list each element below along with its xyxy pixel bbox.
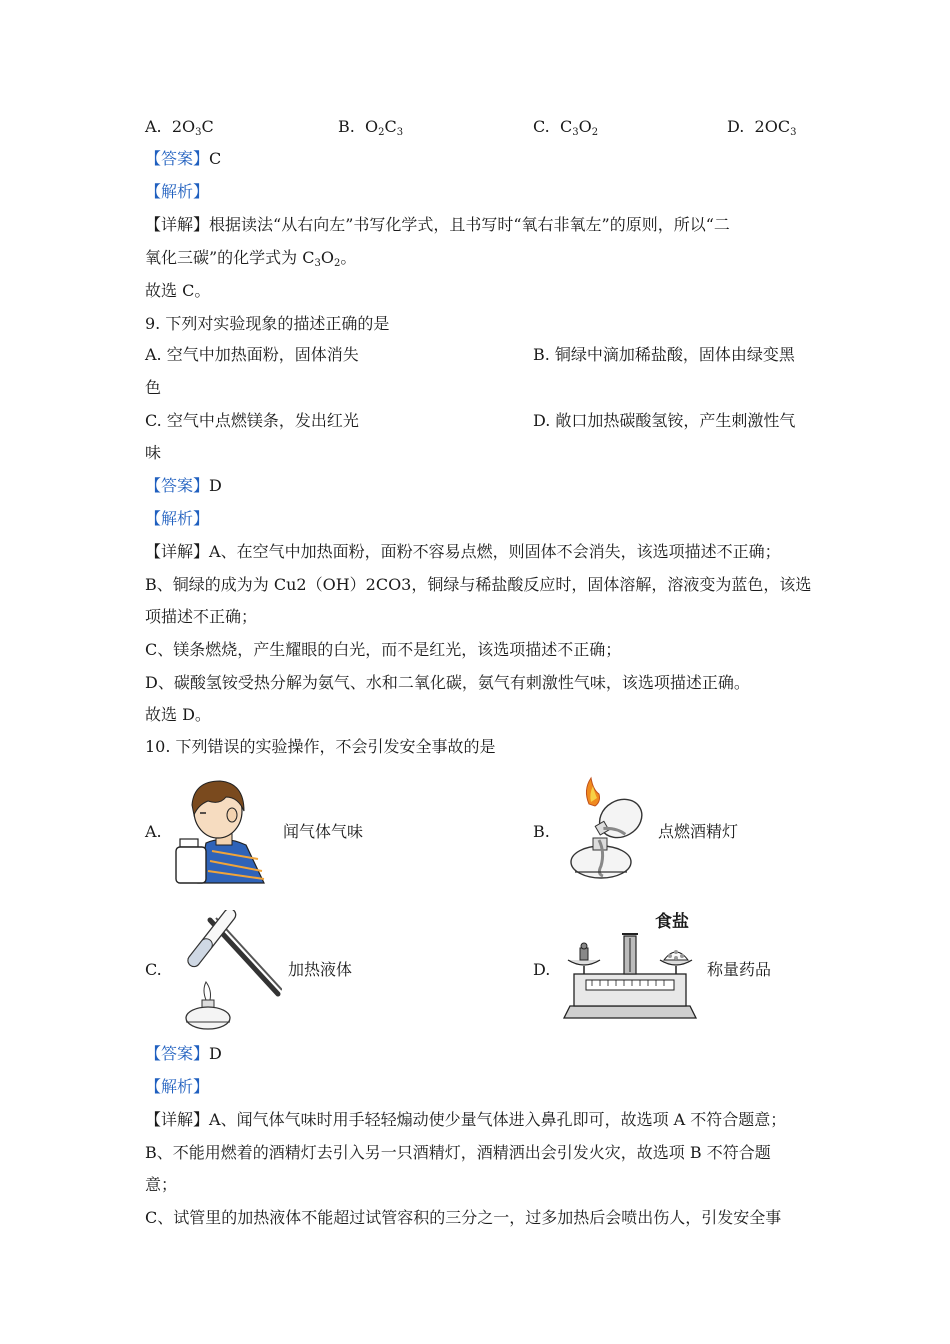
q10-analysis-heading: 【解析】: [145, 1077, 210, 1096]
q10-option-a-caption: 闻气体气味: [283, 822, 364, 841]
q10-option-b-caption: 点燃酒精灯: [658, 822, 739, 841]
q8-detail-line1: 【详解】根据读法“从右向左”书写化学式，且书写时“氧右非氧左”的原则，所以“二: [145, 215, 730, 234]
q8-conclusion: 故选 C。: [145, 281, 211, 300]
q9-stem: 9. 下列对实验现象的描述正确的是: [145, 314, 390, 333]
balance-figure: [560, 926, 700, 1022]
q8-option-c: C. $C_3O_2$: [533, 117, 599, 138]
q8-option-d: D. $2OC_3$: [727, 117, 797, 138]
q10-option-c-caption: 加热液体: [288, 960, 353, 979]
q9-option-a: A. 空气中加热面粉，固体消失: [145, 345, 359, 364]
heating-liquid-figure: [170, 910, 282, 1030]
q10-option-d-caption: 称量药品: [707, 960, 772, 979]
alcohol-lamp-figure: [555, 776, 647, 884]
q8-analysis-heading: 【解析】: [145, 182, 210, 201]
q9-analysis-heading: 【解析】: [145, 509, 210, 528]
q10-stem: 10. 下列错误的实验操作，不会引发安全事故的是: [145, 737, 496, 756]
q10-detail-c: C、试管里的加热液体不能超过试管容积的三分之一，过多加热后会喷出伤人，引发安全事: [145, 1208, 782, 1227]
smelling-gas-figure: [168, 775, 268, 887]
q8-option-b: B. $O_2C_3$: [338, 117, 404, 138]
salt-label: 食盐: [655, 912, 689, 932]
q9-conclusion: 故选 D。: [145, 705, 211, 724]
q10-detail-b1: B、不能用燃着的酒精灯去引入另一只酒精灯，酒精洒出会引发火灾，故选项 B 不符合题: [145, 1143, 771, 1162]
q9-detail-c: C、镁条燃烧，产生耀眼的白光，而不是红光，该选项描述不正确；: [145, 640, 622, 659]
q9-option-c: C. 空气中点燃镁条，发出红光: [145, 411, 359, 430]
q9-option-d: D. 敞口加热碳酸氢铵，产生刺激性气: [533, 411, 796, 430]
q8-option-a: A. $2O_3C$: [145, 117, 214, 138]
q9-detail-b2: 项描述不正确；: [145, 607, 258, 626]
q8-detail-line2: 氧化三碳”的化学式为 $C_3O_2$。: [145, 248, 357, 269]
q9-option-b-wrap: 色: [145, 378, 162, 397]
q10-answer: 【答案】D: [145, 1044, 222, 1063]
q9-option-d-wrap: 味: [145, 443, 162, 462]
q10-detail-b2: 意；: [145, 1175, 178, 1194]
q9-answer: 【答案】D: [145, 476, 222, 495]
q9-detail-b1: B、铜绿的成为为 Cu2（OH）2CO3，铜绿与稀盐酸反应时，固体溶解，溶液变为蓝色，该选: [145, 575, 812, 594]
q9-option-b: B. 铜绿中滴加稀盐酸，固体由绿变黑: [533, 345, 795, 364]
q10-option-b-label: B.: [533, 822, 550, 841]
q10-option-c-label: C.: [145, 960, 162, 979]
q10-option-d-label: D.: [533, 960, 551, 979]
q9-detail-d: D、碳酸氢铵受热分解为氨气、水和二氧化碳，氨气有刺激性气味，该选项描述正确。: [145, 673, 750, 692]
q10-option-a-label: A.: [145, 822, 162, 841]
q9-detail-a: 【详解】A、在空气中加热面粉，面粉不容易点燃，则固体不会消失，该选项描述不正确；: [145, 542, 781, 561]
q10-detail-a: 【详解】A、闻气体气味时用手轻轻煽动使少量气体进入鼻孔即可，故选项 A 不符合题意；: [145, 1110, 787, 1129]
q8-answer: 【答案】C: [145, 149, 222, 168]
